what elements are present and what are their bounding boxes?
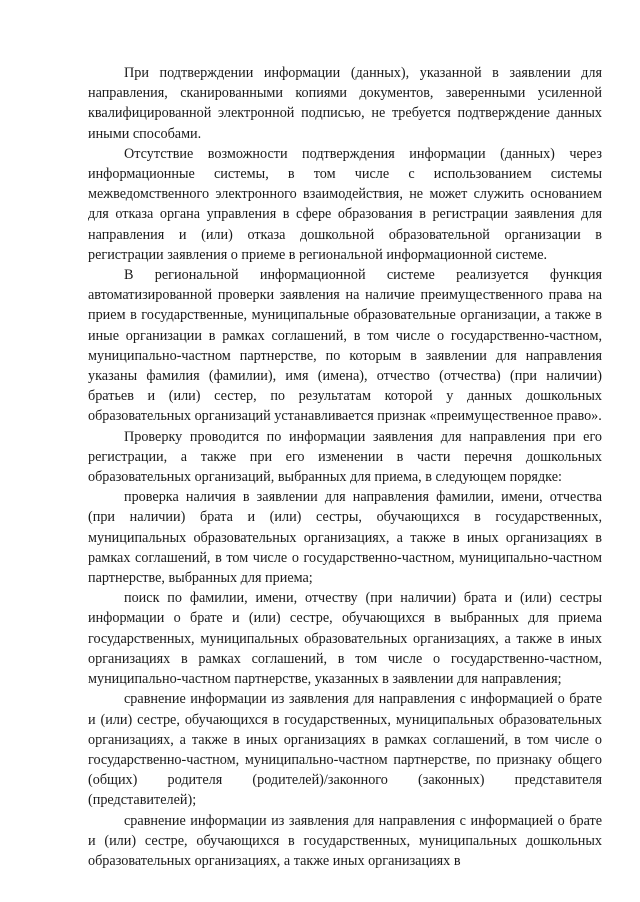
list-item-compare-preschool: сравнение информации из заявления для направления с информацией о брате и (или) сестре, обучающихся в государственных, муниципальных дошкольных образовательных организациях, а также иных организациях в xyxy=(88,812,602,869)
paragraph-check-order: Проверку проводится по информации заявления для направления при его регистрации, а также при его изменении в части перечня дошкольных образовательных организаций, выбранных для приема, в следующем порядке: xyxy=(88,428,602,486)
list-item-compare-parents: сравнение информации из заявления для направления с информацией о брате и (или) сестре, обучающихся в государственных, муниципальных образовательных организациях, а также в иных организациях в рамках соглашений, в том числе о государственно-частном, муниципально-частном партнерстве, по признаку общего (общих) родителя (родителей)/законного (законных) представителя (представителей); xyxy=(88,691,602,809)
paragraph-confirmation-scans: При подтверждении информации (данных), указанной в заявлении для направления, сканированными копиями документов, заверенными усиленной квалифицированной электронной подписью, не требуется подтверждение данных иными способами. xyxy=(88,65,602,142)
paragraph-automated-check: В региональной информационной системе реализуется функция автоматизированной проверки заявления на наличие преимущественного права на прием в государственные, муниципальные образовательные организации, а также в иные организации в рамках соглашений, в том числе о государственно-частном, муниципально-частном партнерстве, по которым в заявлении для направления указаны фамилия (фамилии), имя (имена), отчество (отчества) (при наличии) братьев и (или) сестер, по результатам которой у данных дошкольных образовательных организаций устанавливается признак «преимущественное право». xyxy=(88,267,602,425)
list-item-search-sibling: поиск по фамилии, имени, отчеству (при наличии) брата и (или) сестры информации о брате и (или) сестре, обучающихся в выбранных для приема государственных, муниципальных образовательных организациях, а также в иных организациях в рамках соглашений, в том числе о государственно-частном, муниципально-частном партнерстве, указанных в заявлении для направления; xyxy=(88,590,602,688)
list-item-check-presence: проверка наличия в заявлении для направления фамилии, имени, отчества (при наличии) брата и (или) сестры, обучающихся в государственных, муниципальных образовательных организациях, а также в иных организациях в рамках соглашений, в том числе о государственно-частном, муниципально-частном партнерстве, выбранных для приема; xyxy=(88,489,602,587)
paragraph-no-confirmation-possibility: Отсутствие возможности подтверждения информации (данных) через информационные системы, в том числе с использованием системы межведомственного электронного взаимодействия, не может служить основанием для отказа органа управления в сфере образования в регистрации заявления для направления и (или) отказа дошкольной образовательной организации в регистрации заявления о приеме в региональной информационной системе. xyxy=(88,145,602,263)
